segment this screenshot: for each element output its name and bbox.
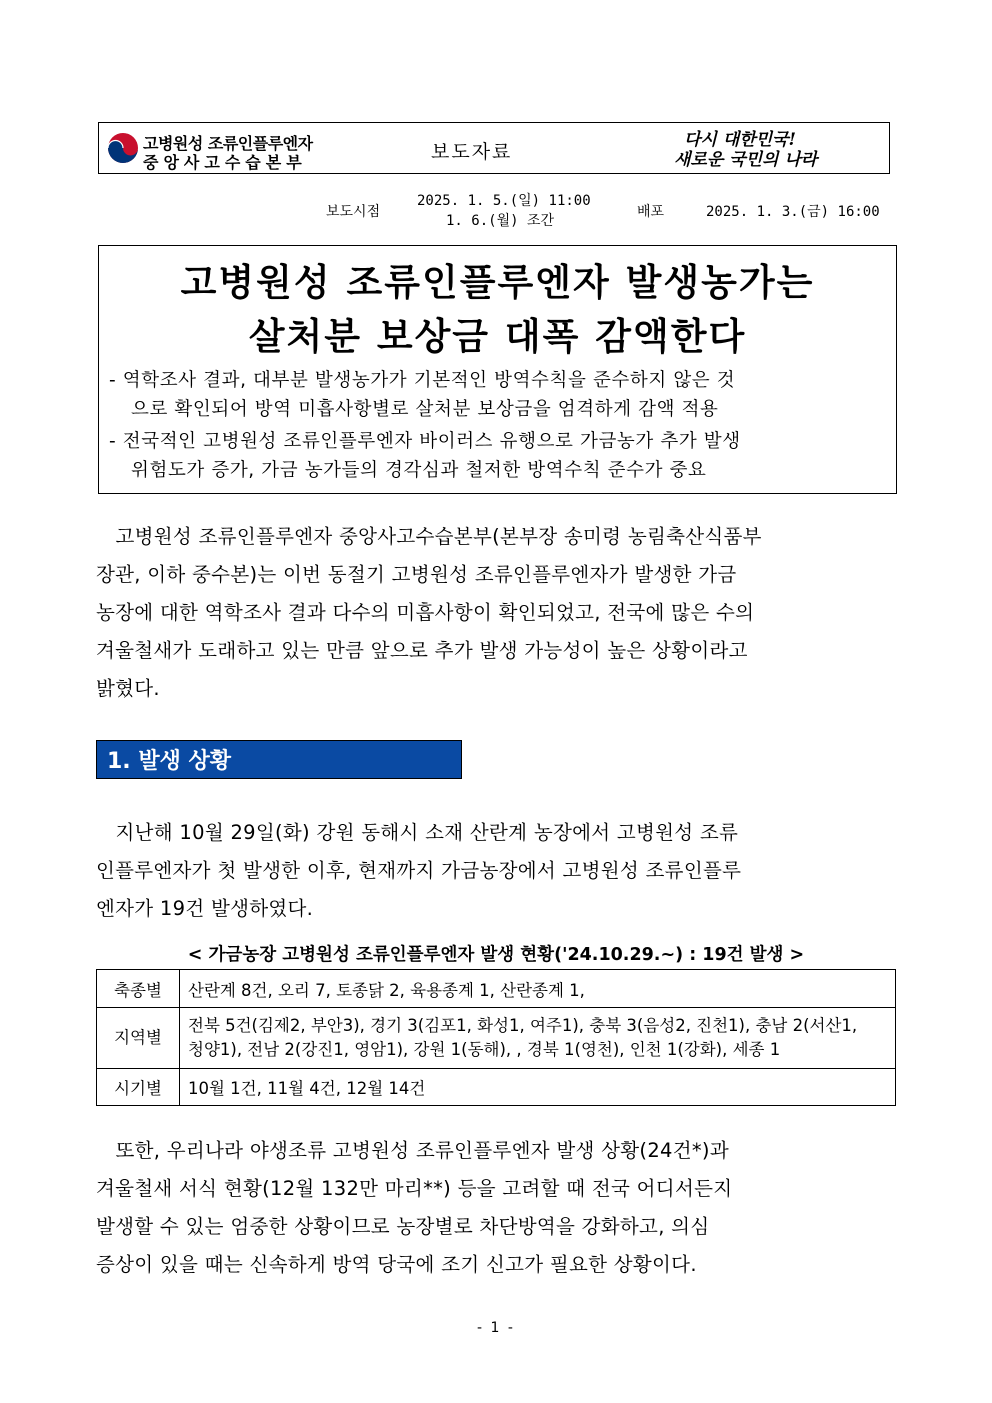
headline-line2: 살처분 보상금 대폭 감액한다 [248, 315, 747, 358]
paragraph-line: 농장에 대한 역학조사 결과 다수의 미흡사항이 확인되었고, 전국에 많은 수의 [96, 601, 755, 624]
release-label: 보도시점 [326, 204, 381, 220]
slogan-line2: 새로운 국민의 나라 [674, 150, 818, 170]
summary-bullet-2: - 전국적인 고병원성 조류인플루엔자 바이러스 유행으로 가금농가 추가 발생 [109, 431, 741, 452]
paragraph-line: 엔자가 19건 발생하였다. [96, 897, 314, 920]
distribution-label: 배포 [637, 204, 665, 220]
row-header: 시기별 [97, 1069, 180, 1106]
section-header [96, 740, 462, 779]
table-row [97, 1069, 896, 1106]
paragraph-line: 발생할 수 있는 엄중한 상황이므로 농장별로 차단방역을 강화하고, 의심 [96, 1215, 710, 1238]
row-header: 지역별 [97, 1008, 180, 1069]
paragraph-line: 증상이 있을 때는 신속하게 방역 당국에 조기 신고가 필요한 상황이다. [96, 1253, 697, 1276]
outbreak-status-table [96, 969, 896, 1106]
paragraph-line: 겨울철새가 도래하고 있는 만큼 앞으로 추가 발생 가능성이 높은 상황이라고 [96, 639, 748, 662]
page-number: - 1 - [477, 1320, 515, 1336]
table-row [97, 1008, 896, 1069]
paragraph-line: 인플루엔자가 첫 발생한 이후, 현재까지 가금농장에서 고병원성 조류인플루 [96, 859, 742, 882]
summary-bullet-1-cont: 으로 확인되어 방역 미흡사항별로 살처분 보상금을 엄격하게 감액 적용 [131, 399, 719, 420]
body-paragraph [96, 1132, 896, 1284]
row-header: 축종별 [97, 970, 180, 1008]
release-date-morning: 1. 6.(월) 조간 [446, 213, 555, 229]
paragraph-line: 고병원성 조류인플루엔자 중앙사고수습본부(본부장 송미령 농림축산식품부 [96, 525, 762, 548]
table-cell [180, 1008, 896, 1069]
table-cell [180, 1069, 896, 1106]
paragraph-line: 장관, 이하 중수본)는 이번 동절기 고병원성 조류인플루엔자가 발생한 가금 [96, 563, 737, 586]
cell-line: 10월 1건, 11월 4건, 12월 14건 [188, 1079, 426, 1098]
table-cell [180, 970, 896, 1008]
table-row [97, 970, 896, 1008]
table-caption: < 가금농장 고병원성 조류인플루엔자 발생 현황('24.10.29.~) : 19건 발생 > [187, 945, 805, 965]
paragraph-line: 겨울철새 서식 현황(12월 132만 마리**) 등을 고려할 때 전국 어디서든지 [96, 1177, 733, 1200]
cell-line: 산란계 8건, 오리 7, 토종닭 2, 육용종계 1, 산란종계 1, [188, 980, 585, 1000]
headline-line1: 고병원성 조류인플루엔자 발생농가는 [180, 261, 815, 304]
summary-bullet-2-cont: 위험도가 증가, 가금 농가들의 경각심과 철저한 방역수칙 준수가 중요 [131, 460, 707, 481]
document-type: 보도자료 [431, 141, 513, 163]
taegeuk-logo-icon [107, 132, 139, 164]
cell-line: 청양1), 전남 2(강진1, 영암1), 강원 1(동해), , 경북 1(영천), 인천 1(강화), 세종 1 [188, 1040, 781, 1059]
release-date: 2025. 1. 5.(일) 11:00 [417, 193, 591, 209]
cell-line: 전북 5건(김제2, 부안3), 경기 3(김포1, 화성1, 여주1), 충북 3(음성2, 진천1), 충남 2(서산1, [188, 1016, 858, 1035]
section-title: 1. 발생 상황 [107, 749, 231, 774]
header-box [98, 122, 890, 174]
title-box [98, 245, 897, 494]
distribution-date: 2025. 1. 3.(금) 16:00 [706, 204, 880, 220]
summary-bullet-1: - 역학조사 결과, 대부분 발생농가가 기본적인 방역수칙을 준수하지 않은 것 [109, 370, 736, 391]
agency-subname: 중앙사고수습본부 [143, 153, 307, 172]
body-paragraph [96, 518, 896, 708]
agency-name: 고병원성 조류인플루엔자 [143, 134, 313, 153]
paragraph-line: 밝혔다. [96, 677, 160, 700]
paragraph-line: 또한, 우리나라 야생조류 고병원성 조류인플루엔자 발생 상황(24건*)과 [96, 1139, 729, 1162]
paragraph-line: 지난해 10월 29일(화) 강원 동해시 소재 산란계 농장에서 고병원성 조류 [96, 821, 739, 844]
slogan-line1: 다시 대한민국! [684, 130, 796, 150]
body-paragraph [96, 814, 896, 928]
